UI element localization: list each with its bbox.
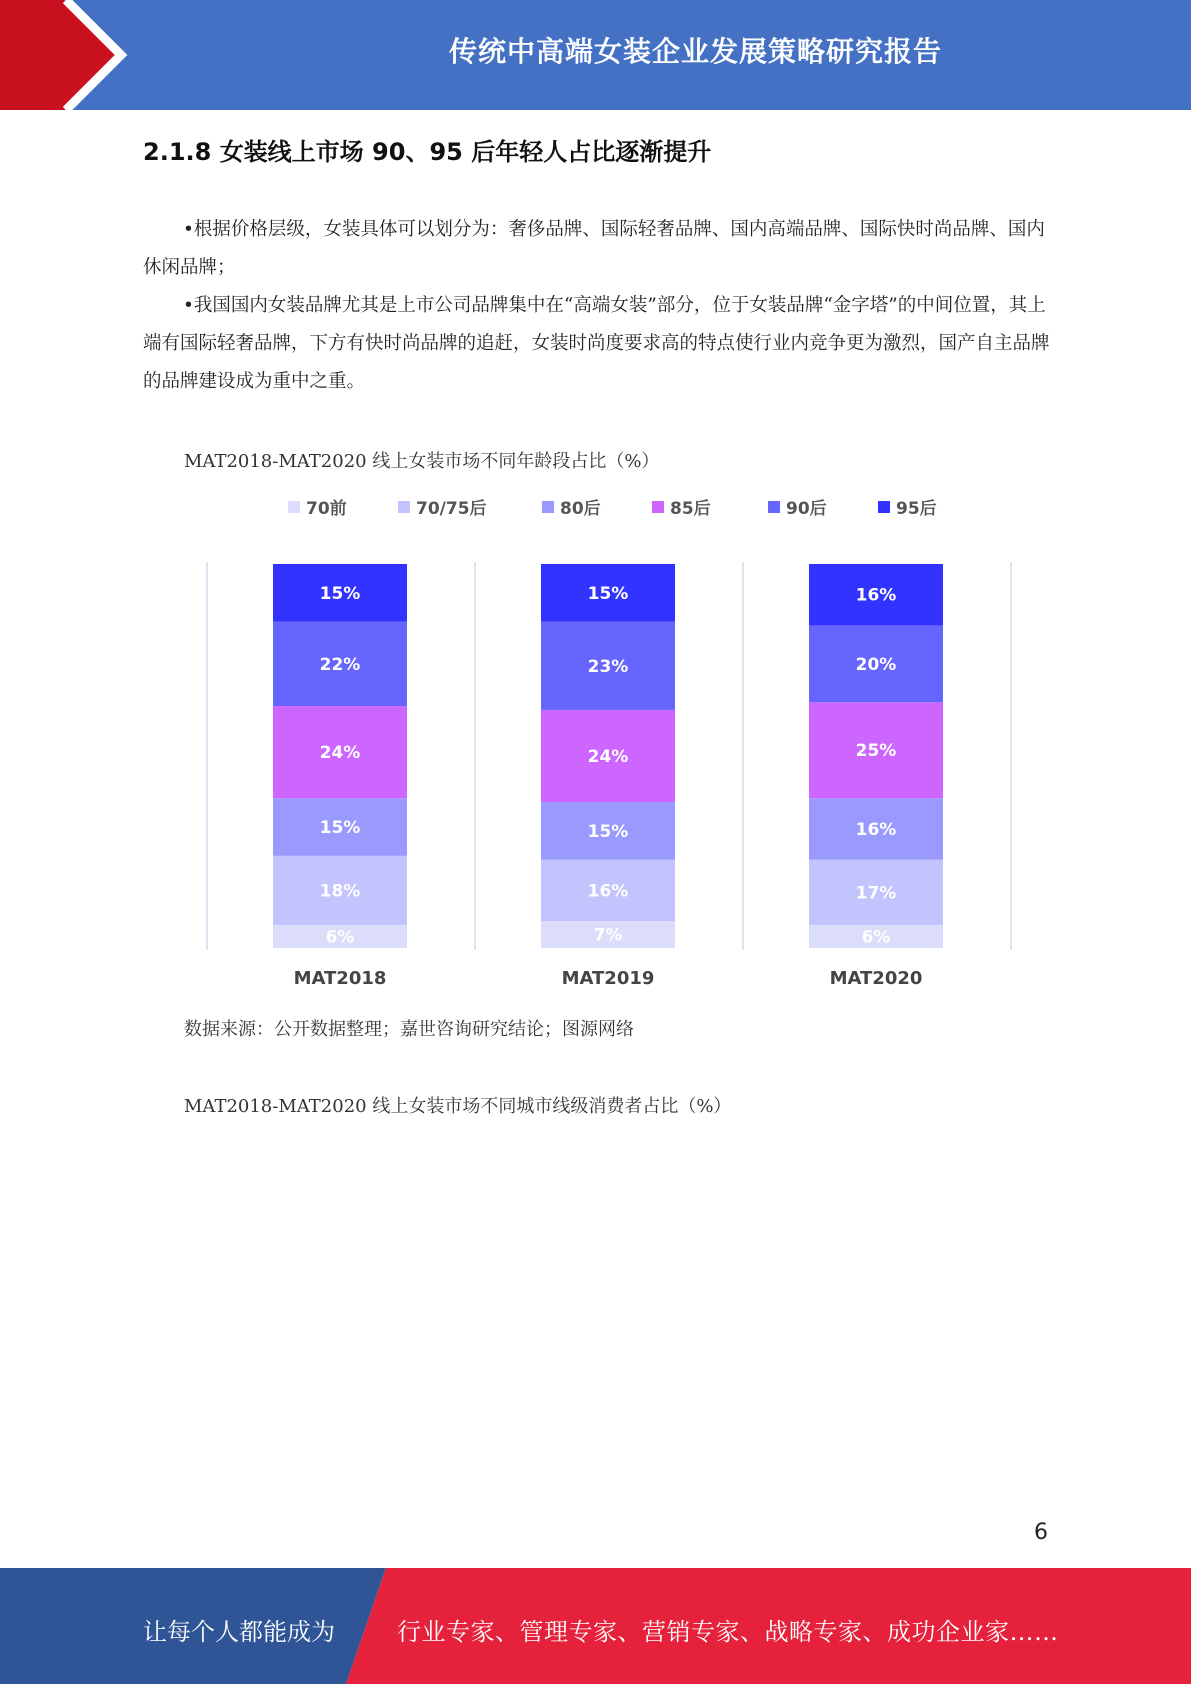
footer-slogan-left: 让每个人都能成为 (143, 1618, 335, 1646)
stacked-bar-chart (190, 480, 1030, 1000)
data-label: 24% (587, 747, 629, 767)
legend-label: 70/75后 (416, 499, 487, 519)
data-label: 15% (587, 583, 629, 604)
paragraph-brand-position: •我国国内女装品牌尤其是上市公司品牌集中在“高端女装”部分，位于女装品牌“金字塔”的中间位置，其上端有国际轻奢品牌，下方有快时尚品牌的追赶，女装时尚度要求高的特点使行业内竞争更为激烈，国产自主品牌的品牌建设成为重中之重。 (143, 295, 1050, 392)
header-title: 传统中高端女装企业发展策略研究报告 (448, 35, 942, 68)
data-label: 18% (319, 881, 361, 902)
data-label: 16% (587, 881, 629, 902)
data-label: 22% (319, 654, 361, 675)
data-label: 24% (319, 743, 361, 764)
legend-label: 80后 (560, 499, 601, 519)
data-label: 16% (855, 585, 897, 606)
data-label: 17% (855, 883, 897, 904)
data-label: 20% (855, 654, 897, 675)
legend-label: 90后 (786, 499, 827, 519)
data-label: 6% (325, 927, 355, 948)
data-label: 15% (587, 821, 629, 842)
legend-label: 70前 (306, 499, 347, 519)
x-tick-label: MAT2018 (293, 968, 387, 989)
source-note: 数据来源：公开数据整理；嘉世咨询研究结论；图源网络 (184, 1019, 634, 1040)
page-header (0, 0, 1191, 110)
page-footer (0, 1568, 1191, 1684)
data-label: 6% (861, 927, 891, 948)
x-tick-label: MAT2019 (561, 968, 655, 989)
chart-caption: MAT2018-MAT2020 线上女装市场不同年龄段占比（%） (184, 451, 660, 472)
legend-label: 95后 (896, 499, 937, 519)
data-label: 15% (319, 818, 361, 839)
data-label: 25% (855, 741, 897, 762)
second-chart-caption: MAT2018-MAT2020 线上女装市场不同城市线级消费者占比（%） (184, 1096, 732, 1117)
section-title: 2.1.8 女装线上市场 90、95 后年轻人占比逐渐提升 (143, 138, 712, 166)
paragraph-price-tiers: •根据价格层级，女装具体可以划分为：奢侈品牌、国际轻奢品牌、国内高端品牌、国际快时尚品牌、国内休闲品牌； (143, 219, 1045, 278)
page-number: 6 (1034, 1520, 1048, 1545)
data-label: 15% (319, 583, 361, 604)
legend-label: 85后 (670, 499, 711, 519)
footer-slogan-right: 行业专家、管理专家、营销专家、战略专家、成功企业家…… (397, 1618, 1059, 1646)
header-arrow-decoration (0, 0, 160, 110)
age-share-chart (190, 480, 1030, 1000)
data-label: 16% (855, 819, 897, 840)
x-tick-label: MAT2020 (829, 968, 923, 989)
data-label: 23% (587, 656, 629, 677)
data-label: 7% (593, 925, 623, 946)
